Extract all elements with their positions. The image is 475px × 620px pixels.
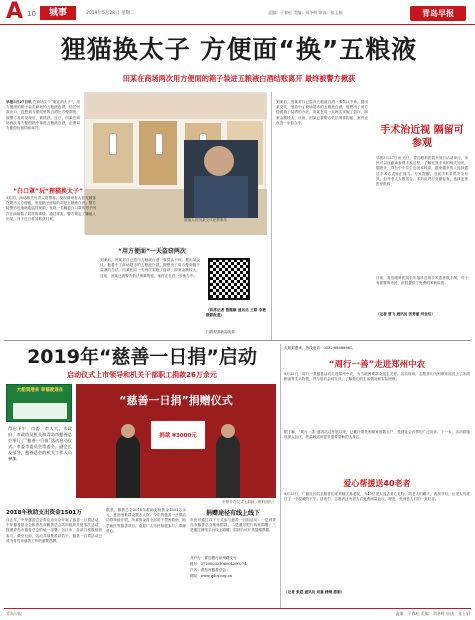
story3-col2: 据悉，慈善总会2018年救助支出资金1501万余元，惠及困难群众数万人次。今年的慈善一日捐活动将持续开展，所募资金将全部用于帮困救助、助学助医等慈善项目。欢迎广大市民积极参与，奉献爱心。 xyxy=(106,508,186,533)
story2-left-col xyxy=(276,100,368,276)
bank-name: 开户行：青岛银行泉州路支行 xyxy=(190,556,237,560)
story4-headline2: 爱心帮援送40老者 xyxy=(343,479,411,488)
story3-col3: 市民可通过以下方式参与慈善一日捐活动：一是到青岛市慈善总会现场捐款；二是通过银行转账捐赠；三是通过网络平台线上捐赠。捐款后可开具捐赠票据。 xyxy=(190,518,276,533)
promo-banner-text: 大船到港来 幸福驶进在 xyxy=(16,388,64,393)
story3-col1: 自去年，中华慈善总会青岛市分会开展了慈善一日捐活动，中华慈善基金会和青岛市慈善总会共同组织开展本次活动，按照青岛市慈善总会的统一部署，各区市、各部门积极组织参与。截至目前，活动共募集善款若干，慈善一日捐活动已成为青岛市慈善工作的重要品牌。 xyxy=(6,518,102,543)
qr-code-icon xyxy=(208,258,250,300)
donate-methods-title: 捐赠途径有线上线下 xyxy=(205,510,260,517)
story1-para3: 到案后，田某对自己盗窃五粮液白酒一事供认不讳。据田某交代，他看中了商场超市的五粮液白酒，便想出了用方便面箱子装酒的办法。田某在同一天两次实施了盗窃，涉案金额较大。目前，田某已被警方依法刑事拘留，案件正在进一步侦办中。 xyxy=(100,258,200,278)
story4-credit: （记者 张爱 通讯员 刘嘉 楼靖 慧娟） xyxy=(284,590,345,594)
story1-credit: （首席记者 鲁继颖 通讯员 王皓 李艳 摄影报道） xyxy=(206,308,266,318)
newspaper-logo xyxy=(410,6,466,21)
story1-subhead2: “用方便面”一天盗窃两次 xyxy=(118,248,186,255)
story3-subheadline: 启动仪式上市领导和机关干部职工捐款26万余元 xyxy=(67,371,217,379)
column-divider xyxy=(280,344,281,608)
story2-headline: 手术治近视 隔留可参观 xyxy=(380,125,464,149)
logo-text: 青岛早报 xyxy=(422,9,454,18)
page-number: 10 xyxy=(27,10,36,18)
story2-para2: 目前，青岛眼科医院全年接诊近视手术患者数千例，对于有需要的市民，医院提供了免费的术前检查。 xyxy=(376,276,468,286)
story1-subhead1: “白口罩”玩“狸猫换太子” xyxy=(13,188,83,195)
person-left xyxy=(116,434,140,498)
account-number: 账号：37200032106004200274 xyxy=(190,562,247,566)
event-banner-text: “慈善一日捐”捐赠仪式 xyxy=(119,394,233,407)
section-divider xyxy=(4,340,471,341)
footer-right: 责编：于春松 美编：刘冬辉 审读：张玉娟 xyxy=(395,611,470,616)
story1-photo-caption: 被捕人员田某交代犯罪事实 xyxy=(184,218,228,222)
story1-continued: 到案后，田某对自己盗窃五粮液白酒一事供认不讳。据田某交代，他看中了商场超市的五粮液白酒，便想出了用方便面箱子装酒的办法。田某在同一天两次实施了盗窃，涉案金额较大。目前，田某已被警方依法刑事拘留，案件正在进一步侦办中。 xyxy=(276,100,368,125)
story1-body1: 在商场买个“便宜酒太子”，用方便面的箱子装走商场的五粮液白酒，结过付款出口，没想到方便面里的白酒比方便面贵。被警方及时发现后，被抓获。近日，田某在商场两次将方便面箱中塞进五粮液白酒，企图以方便面价格结账离开。 xyxy=(6,100,80,131)
page-letter: A xyxy=(6,0,24,24)
story3-event-photo xyxy=(76,384,276,498)
story4-para3: 5月19日，广德社区的志愿者们来到辖区养老院，为40位老人送去爱心礼物，陪老人们聊天、表演节目，让老人们度过了一个温暖的下午。活动中，志愿者还为老人们免费测量血压、理发，受到老人们的一致好评。 xyxy=(284,492,470,502)
story4-topline: 大船到港来，热线电话：0532-68688861。 xyxy=(284,346,356,350)
story1-byline: 早报5月27日讯 xyxy=(6,100,32,104)
main-subheadline: 田某在商场两次用方便面的箱子装进五粮液白酒结账离开 最终被警方揪获 xyxy=(122,74,356,83)
story4-headline: “周行一善”走进郑州中农 xyxy=(328,360,426,370)
footer-left: 青岛早报 xyxy=(6,611,22,616)
column-divider xyxy=(271,92,272,340)
person-right xyxy=(216,434,240,498)
story3-headline: 2019年“慈善一日捐”启动 xyxy=(27,346,257,368)
story1-photo-suspect xyxy=(184,140,258,218)
issue-date: 2019年5月28日 星期二 xyxy=(86,11,135,16)
editor-credits: 责编：于春松 美编：刘冬辉 审读：张玉娟 xyxy=(268,10,343,15)
donation-board xyxy=(150,420,206,450)
footer-rule xyxy=(4,608,471,609)
story4-para1: 5月22日，周行一善慈善活动走进郑州中农，为当地困难群众送去关爱。活动现场，志愿者们为困难家庭送上了米面粮油等生活物资，并与他们亲切交谈，了解他们的生活情况和实际困难。 xyxy=(284,372,470,382)
account-name: 户名：青岛市慈善总会 xyxy=(190,568,226,572)
story3-photo-caption: 市领导在仪式上捐款（资料照片） xyxy=(222,500,276,504)
donation-board-text: 捐款 ¥3000元 xyxy=(159,433,197,439)
charity-website: 网站：www.qdcs.org.cn xyxy=(190,574,232,578)
story2-credit: （记者 曹飞 通讯员 张秀丽 刘金佳） xyxy=(376,312,435,316)
story2-para1: 早报5月27日讯 近日，青岛眼科医院开放日活动举行，市民可以近距离参观手术过程，了解近视手术的相关知识。据统计，青岛中小学生近视率较高，越来越多的人选择通过手术方式矫正视力。专家提醒，近视手术虽然安全有效，但并非人人都适合，术前应进行全面检查，选择正规医疗机构。 xyxy=(376,156,468,187)
masthead-rule xyxy=(0,24,475,25)
promo-banner xyxy=(6,384,72,422)
section-tag: 城事 xyxy=(40,6,76,20)
story3-intro: 得启下午，市委、市人大、市政府、市政协及机关和青岛市慈善总会举行了“慈善一日捐”活动启动仪式。市委市委员会常委会，副会长及部分，慈善总会的机关工作人员参加。 xyxy=(8,426,72,461)
bottle-icon xyxy=(109,133,117,155)
story1-para1 xyxy=(6,100,80,182)
bottle-icon xyxy=(155,133,163,155)
main-headline: 狸猫换太子 方便面“换”五粮液 xyxy=(60,35,418,64)
story4-para2: 据了解，“周行一善”慈善活动开展以来，已累计帮扶困难家庭数百户，受到社会各界的广泛好评。下一步，活动将继续深入社区，把温暖送到更多需要帮助的人身边。 xyxy=(284,430,470,440)
masthead xyxy=(0,0,475,26)
story1-para2: 5月初，商场相关负责人报警称，发现商场有人冒充顾客在超市买方便面，但是箱子里装的却是五粮液白酒。警方接警后迅速调取监控视频，发现一名戴着白口罩的男子两次在商场做了同样的事情。通过排查，警方锁定了嫌疑人田某，并于近日将其抓获归案。 xyxy=(6,196,96,221)
qr-code-caption: 扫码观看新闻视频 xyxy=(206,330,235,334)
story3-col-heading: 2018年秋助支出资金1501万 xyxy=(6,510,82,516)
